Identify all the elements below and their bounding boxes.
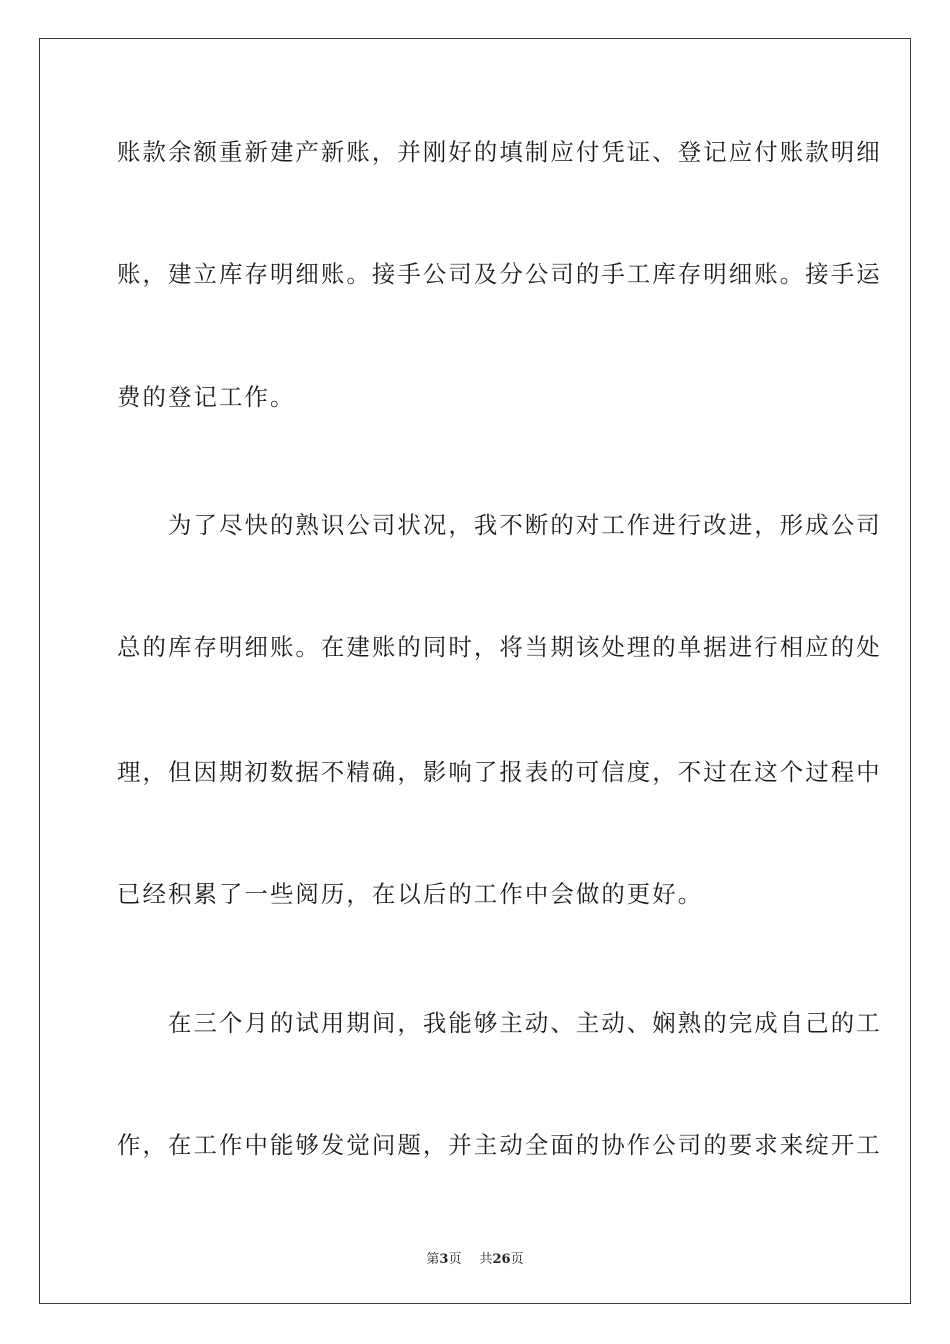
body-text-line-3: 费的登记工作。 bbox=[117, 383, 296, 411]
page-prefix: 第 bbox=[426, 1252, 440, 1267]
page-footer bbox=[0, 1248, 950, 1267]
body-text-line-5: 总的库存明细账。在建账的同时，将当期该处理的单据进行相应的处 bbox=[117, 633, 882, 661]
body-text-line-2: 账，建立库存明细账。接手公司及分公司的手工库存明细账。接手运 bbox=[117, 260, 882, 288]
page-number: 3 bbox=[439, 1252, 449, 1267]
total-prefix: 共 bbox=[479, 1252, 493, 1267]
total-suffix: 页 bbox=[510, 1252, 524, 1267]
body-text-line-8: 在三个月的试用期间，我能够主动、主动、娴熟的完成自己的工 bbox=[117, 1009, 882, 1037]
body-text-line-6: 理，但因期初数据不精确，影响了报表的可信度，不过在这个过程中 bbox=[117, 758, 882, 786]
body-text-line-9: 作，在工作中能够发觉问题，并主动全面的协作公司的要求来绽开工 bbox=[117, 1131, 882, 1159]
body-text-line-1: 账款余额重新建产新账，并刚好的填制应付凭证、登记应付账款明细 bbox=[117, 138, 882, 166]
page-border bbox=[39, 38, 911, 1304]
body-text-line-4: 为了尽快的熟识公司状况，我不断的对工作进行改进，形成公司 bbox=[117, 511, 882, 539]
total-pages: 26 bbox=[492, 1252, 511, 1267]
page-suffix: 页 bbox=[448, 1252, 462, 1267]
body-text-line-7: 已经积累了一些阅历，在以后的工作中会做的更好。 bbox=[117, 880, 704, 908]
